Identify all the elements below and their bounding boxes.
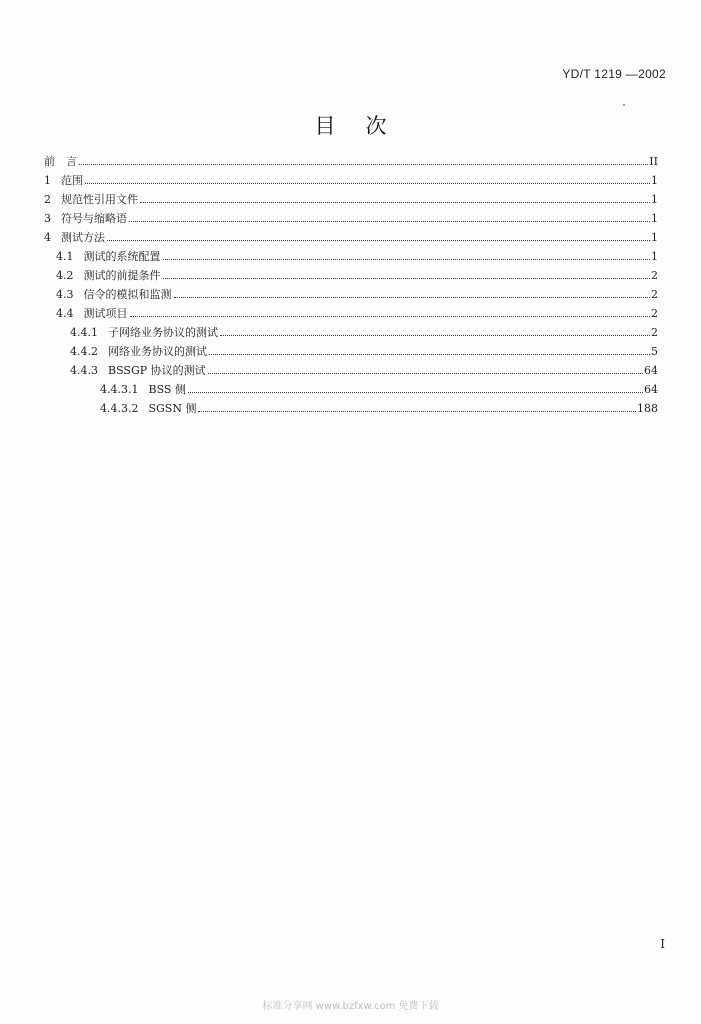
toc-entry-label: 信令的模拟和监测: [83, 288, 172, 301]
toc-entry-number: 4.4.1: [70, 326, 98, 339]
toc-entry-page: II: [649, 155, 658, 168]
toc-entry-page: 64: [644, 383, 658, 396]
toc-entry-number: 4.4.3.1: [100, 383, 139, 396]
dot-leader: [198, 411, 636, 412]
toc-entry-page: 64: [644, 364, 658, 377]
standard-code: YD/T 1219 —2002: [562, 67, 666, 81]
toc-entry-page: 1: [651, 212, 658, 225]
toc-entry-label: 测试的系统配置: [83, 250, 161, 263]
toc-entry[interactable]: [44, 172, 658, 191]
dot-leader: [209, 354, 650, 355]
toc-entry[interactable]: [44, 381, 658, 400]
toc-entry[interactable]: [44, 343, 658, 362]
toc-entry-number: 4.4.2: [70, 345, 98, 358]
toc-entry[interactable]: [44, 248, 658, 267]
toc-entry[interactable]: [44, 153, 658, 172]
toc-entry-page: 1: [651, 250, 658, 263]
toc-entry-number: 4.4.3.2: [100, 402, 139, 415]
toc-entry-label: BSS 侧: [148, 383, 186, 396]
toc-entry-label: 网络业务协议的测试: [108, 345, 207, 358]
dot-leader: [129, 221, 650, 222]
dot-leader: [174, 297, 651, 298]
dot-leader: [107, 240, 650, 241]
toc-entry-number: 4.3: [56, 288, 74, 301]
toc-entry-number: 3: [44, 212, 51, 225]
watermark: 标准分享网 www.bzfxw.com 免费下载: [262, 1001, 439, 1012]
dot-leader: [220, 335, 650, 336]
toc-entry-label: 前 言: [44, 155, 77, 168]
toc-entry-label: 符号与缩略语: [61, 212, 127, 225]
toc-entry-label: 测试的前提条件: [83, 269, 161, 282]
dot-leader: [163, 278, 651, 279]
dot-leader: [79, 164, 648, 165]
toc-entry[interactable]: [44, 324, 658, 343]
toc-entry-page: 2: [651, 326, 658, 339]
toc-entry-page: 2: [651, 288, 658, 301]
scan-speck: [623, 104, 625, 106]
page-title: 目次: [314, 114, 417, 138]
dot-leader: [130, 316, 651, 317]
toc-entry-page: 5: [651, 345, 658, 358]
toc-entry-page: 2: [651, 269, 658, 282]
toc-entry-number: 2: [44, 193, 51, 206]
toc-entry[interactable]: [44, 210, 658, 229]
dot-leader: [208, 373, 643, 374]
toc-entry-number: 4.4.3: [70, 364, 98, 377]
toc-entry-page: 1: [651, 193, 658, 206]
dot-leader: [188, 392, 643, 393]
toc-entry-number: 1: [44, 174, 51, 187]
page-number: I: [660, 937, 665, 951]
toc-entry-page: 1: [651, 231, 658, 244]
toc-entry-number: 4: [44, 231, 51, 244]
table-of-contents: [44, 153, 658, 419]
dot-leader: [85, 183, 650, 184]
toc-entry-label: 规范性引用文件: [61, 193, 138, 206]
toc-entry-page: 2: [651, 307, 658, 320]
toc-entry-label: SGSN 侧: [148, 402, 197, 415]
toc-entry-page: 1: [651, 174, 658, 187]
toc-entry[interactable]: [44, 400, 658, 419]
toc-entry-number: 4.2: [56, 269, 74, 282]
toc-entry-label: 子网络业务协议的测试: [108, 326, 218, 339]
toc-entry-label: 测试方法: [61, 231, 105, 244]
dot-leader: [140, 202, 650, 203]
toc-entry-number: 4.1: [56, 250, 74, 263]
toc-entry-page: 188: [637, 402, 658, 415]
toc-entry-label: BSSGP 协议的测试: [108, 364, 206, 377]
toc-entry[interactable]: [44, 286, 658, 305]
toc-entry-label: 范围: [61, 174, 83, 187]
dot-leader: [163, 259, 651, 260]
toc-entry-number: 4.4: [56, 307, 74, 320]
toc-entry[interactable]: [44, 191, 658, 210]
toc-entry[interactable]: [44, 362, 658, 381]
toc-entry[interactable]: [44, 267, 658, 286]
toc-entry[interactable]: [44, 305, 658, 324]
toc-entry[interactable]: [44, 229, 658, 248]
toc-entry-label: 测试项目: [83, 307, 128, 320]
